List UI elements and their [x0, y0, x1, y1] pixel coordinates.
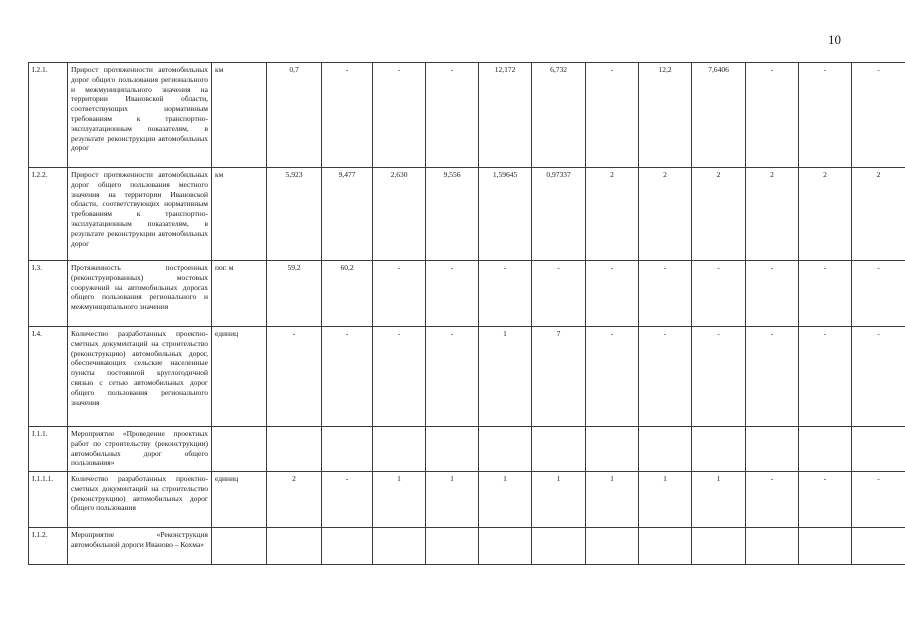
value-cell: 2 — [639, 168, 692, 261]
unit-cell: км — [212, 63, 267, 168]
value-cell: 2 — [586, 168, 639, 261]
value-cell: 1 — [479, 327, 532, 427]
value-cell: - — [586, 261, 639, 327]
value-cell — [532, 427, 586, 472]
table-row — [29, 327, 905, 427]
value-cell: - — [586, 63, 639, 168]
row-number: I.4. — [29, 327, 68, 427]
value-cell — [852, 528, 905, 565]
value-cell — [479, 528, 532, 565]
value-cell — [322, 427, 373, 472]
value-cell: - — [373, 63, 426, 168]
value-cell — [373, 427, 426, 472]
value-cell: 1 — [639, 472, 692, 528]
value-cell — [532, 528, 586, 565]
value-cell — [267, 427, 322, 472]
unit-cell: единиц — [212, 472, 267, 528]
value-cell: - — [692, 261, 746, 327]
value-cell: 2 — [267, 472, 322, 528]
indicator-description: Протяженность построенных (реконструированных) мостовых сооружений на автомобильных дорогах общего пользования регионального и межмуниципального значения — [68, 261, 212, 327]
value-cell: - — [426, 63, 479, 168]
value-cell — [426, 528, 479, 565]
value-cell: - — [799, 472, 852, 528]
value-cell: 1 — [426, 472, 479, 528]
value-cell: - — [799, 63, 852, 168]
value-cell — [692, 427, 746, 472]
value-cell — [639, 528, 692, 565]
value-cell: - — [322, 472, 373, 528]
value-cell: - — [639, 327, 692, 427]
value-cell: - — [322, 327, 373, 427]
value-cell — [746, 528, 799, 565]
table-row — [29, 528, 905, 565]
value-cell: - — [322, 63, 373, 168]
value-cell: - — [799, 261, 852, 327]
value-cell: - — [532, 261, 586, 327]
indicator-description: Количество разработанных проектно-сметных документаций на строительство (реконструкцию) автомобильных дорог общего пользования — [68, 472, 212, 528]
value-cell: - — [746, 472, 799, 528]
indicators-table — [28, 62, 905, 565]
row-number: I.1.2. — [29, 528, 68, 565]
value-cell: - — [586, 327, 639, 427]
indicator-description: Количество разработанных проектно-сметных документаций на строительство (реконструкцию) автомобильных дорог, обеспечивающих сельские населенные пункты постоянной круглогодичной связью с сетью автомобильных дорог общего пользования регионального значения — [68, 327, 212, 427]
value-cell: 60,2 — [322, 261, 373, 327]
value-cell: - — [799, 327, 852, 427]
value-cell: - — [852, 63, 905, 168]
value-cell: 1 — [692, 472, 746, 528]
value-cell — [322, 528, 373, 565]
value-cell — [373, 528, 426, 565]
table-row — [29, 168, 905, 261]
value-cell: - — [479, 261, 532, 327]
value-cell: - — [639, 261, 692, 327]
row-number: I.3. — [29, 261, 68, 327]
indicator-description: Мероприятие «Реконструкция автомобильной дороги Иваново – Кохма» — [68, 528, 212, 565]
value-cell: - — [746, 63, 799, 168]
value-cell — [799, 427, 852, 472]
value-cell: 1 — [373, 472, 426, 528]
row-number: I.1.1.1. — [29, 472, 68, 528]
value-cell: - — [426, 261, 479, 327]
table-row — [29, 63, 905, 168]
value-cell — [692, 528, 746, 565]
value-cell — [479, 427, 532, 472]
value-cell: - — [373, 261, 426, 327]
value-cell: 12,2 — [639, 63, 692, 168]
table-row — [29, 427, 905, 472]
value-cell: 7 — [532, 327, 586, 427]
row-number: I.2.2. — [29, 168, 68, 261]
value-cell: - — [852, 261, 905, 327]
value-cell: - — [373, 327, 426, 427]
value-cell: 2,630 — [373, 168, 426, 261]
value-cell: 12,172 — [479, 63, 532, 168]
value-cell: 2 — [852, 168, 905, 261]
value-cell — [639, 427, 692, 472]
unit-cell — [212, 427, 267, 472]
value-cell: - — [692, 327, 746, 427]
value-cell: - — [426, 327, 479, 427]
value-cell — [852, 427, 905, 472]
indicator-description: Мероприятие «Проведение проектных работ по строительству (реконструкции) автомобильных дорог общего пользования» — [68, 427, 212, 472]
value-cell: - — [852, 472, 905, 528]
value-cell: - — [267, 327, 322, 427]
value-cell: 2 — [799, 168, 852, 261]
table-row — [29, 261, 905, 327]
value-cell — [426, 427, 479, 472]
value-cell — [267, 528, 322, 565]
value-cell: 5,923 — [267, 168, 322, 261]
value-cell: 2 — [692, 168, 746, 261]
value-cell: 9,556 — [426, 168, 479, 261]
value-cell: 1,59645 — [479, 168, 532, 261]
value-cell: - — [746, 327, 799, 427]
value-cell: 2 — [746, 168, 799, 261]
value-cell: 0,97337 — [532, 168, 586, 261]
indicator-description: Прирост протяженности автомобильных дорог общего пользования регионального и межмуниципального значения на территории Ивановской области, соответствующих нормативным требованиям к транспортно-эксплуатационным показателям, в результате реконструкции автомобильных дорог — [68, 63, 212, 168]
indicator-description: Прирост протяженности автомобильных дорог общего пользования местного значения на территории Ивановской области, соответствующих нормативным требованиям к транспортно-эксплуатационным показателям, в результате реконструкции автомобильных дорог — [68, 168, 212, 261]
value-cell: 7,6406 — [692, 63, 746, 168]
page-number: 10 — [828, 32, 841, 47]
unit-cell: пог. м — [212, 261, 267, 327]
value-cell: 1 — [532, 472, 586, 528]
unit-cell: единиц — [212, 327, 267, 427]
value-cell — [799, 528, 852, 565]
value-cell: - — [852, 327, 905, 427]
row-number: I.1.1. — [29, 427, 68, 472]
table-row — [29, 472, 905, 528]
value-cell: - — [746, 261, 799, 327]
value-cell: 0,7 — [267, 63, 322, 168]
unit-cell — [212, 528, 267, 565]
value-cell: 6,732 — [532, 63, 586, 168]
value-cell: 1 — [479, 472, 532, 528]
value-cell: 9,477 — [322, 168, 373, 261]
value-cell: 59,2 — [267, 261, 322, 327]
value-cell: 1 — [586, 472, 639, 528]
value-cell — [586, 528, 639, 565]
value-cell — [586, 427, 639, 472]
value-cell — [746, 427, 799, 472]
row-number: I.2.1. — [29, 63, 68, 168]
unit-cell: км — [212, 168, 267, 261]
